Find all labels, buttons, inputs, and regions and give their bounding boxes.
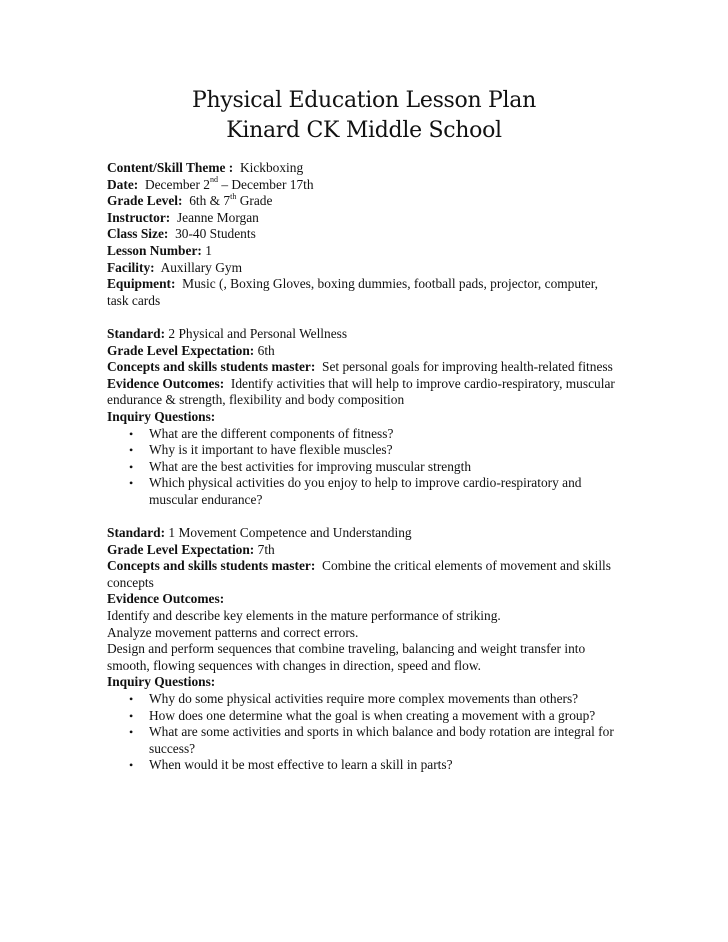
list-item-text: What are some activities and sports in which balance and body rotation are integral for success? [149, 724, 614, 756]
bullet-icon: • [129, 692, 134, 706]
evidence-outcomes-heading: Evidence Outcomes: [107, 591, 225, 607]
field-value: Identify activities that will help to improve cardio-respiratory, muscular endurance & strength, flexibility and body composition [107, 375, 615, 408]
standard [107, 326, 617, 343]
list-item [107, 475, 617, 508]
field-value: Combine the critical elements of movement and skills concepts [107, 558, 611, 590]
field-value: Kickboxing [239, 160, 304, 175]
evidence-outcome-line: Identify and describe key elements in the mature performance of striking. [107, 608, 501, 624]
inquiry-questions-heading: Inquiry Questions: [107, 408, 216, 424]
field-label: Class Size: [107, 226, 169, 242]
list-item [107, 724, 617, 757]
field-value: 30-40 Students [175, 226, 256, 242]
bullet-icon: • [129, 476, 134, 491]
field-label: Standard: [107, 525, 166, 541]
document-title [0, 86, 728, 146]
spacer [107, 309, 617, 326]
list-item-text: When would it be most effective to learn a skill in parts? [149, 757, 453, 773]
grade-level-expectation [107, 542, 617, 559]
list-item [107, 442, 617, 459]
field-value: 7th [257, 541, 275, 557]
standard-section-2 [107, 525, 617, 774]
list-item-text: How does one determine what the goal is when creating a movement with a group? [149, 707, 596, 723]
bullet-icon: • [129, 443, 134, 458]
bullet-icon: • [129, 426, 134, 441]
bullet-icon: • [129, 758, 134, 773]
list-item-text: Which physical activities do you enjoy to help to improve cardio-respiratory and muscular endurance? [149, 475, 582, 507]
field-value: Auxillary Gym [160, 259, 243, 275]
field-grade-level [107, 193, 617, 210]
field-value-cont: Grade [236, 193, 273, 209]
spacer [107, 508, 617, 525]
field-label: Grade Level: [107, 193, 183, 209]
field-label: Equipment: [107, 276, 176, 292]
title-line-2: Kinard CK Middle School [226, 118, 502, 143]
field-label: Instructor: [107, 209, 171, 225]
field-equipment [107, 276, 617, 309]
bullet-icon: • [129, 708, 134, 723]
field-value: Set personal goals for improving health-related fitness [322, 359, 613, 375]
field-lesson-number [107, 243, 617, 260]
field-label: Content/Skill Theme : [107, 160, 234, 175]
standard-section-1 [107, 326, 617, 509]
field-value: Music (, Boxing Gloves, boxing dummies, football pads, projector, computer, task cards [107, 276, 599, 308]
field-label: Evidence Outcomes: [107, 375, 225, 391]
evidence-outcome-line: Design and perform sequences that combine traveling, balancing and weight transfer into smooth, flowing sequences with changes in direction, speed and flow. [107, 641, 586, 673]
field-value: Jeanne Morgan [176, 209, 259, 225]
field-value: 1 [205, 242, 212, 258]
evidence-outcomes [107, 376, 617, 409]
ordinal-suffix: nd [210, 175, 218, 185]
field-label: Lesson Number: [107, 242, 202, 258]
field-label: Grade Level Expectation: [107, 342, 255, 358]
field-value: 6th & 7 [189, 193, 231, 209]
field-facility [107, 260, 617, 277]
list-item [107, 426, 617, 443]
field-class-size [107, 226, 617, 243]
inquiry-questions-list [107, 691, 617, 774]
field-value: 2 Physical and Personal Wellness [168, 325, 348, 341]
list-item-text: What are the best activities for improving muscular strength [149, 458, 472, 474]
field-label: Standard: [107, 325, 166, 341]
header-fields [107, 160, 617, 309]
list-item-text: Why do some physical activities require more complex movements than others? [149, 691, 579, 706]
bullet-icon: • [129, 459, 134, 474]
grade-level-expectation [107, 343, 617, 360]
inquiry-questions-heading: Inquiry Questions: [107, 674, 216, 690]
list-item-text: Why is it important to have flexible muscles? [149, 442, 393, 458]
list-item [107, 691, 617, 708]
concepts-skills [107, 359, 617, 376]
inquiry-questions-list [107, 426, 617, 509]
list-item [107, 459, 617, 476]
list-item-text: What are the different components of fitness? [149, 425, 394, 441]
field-value: 6th [257, 342, 275, 358]
field-date [107, 177, 617, 194]
field-instructor [107, 210, 617, 227]
field-value: 1 Movement Competence and Understanding [168, 525, 412, 541]
standard [107, 525, 617, 542]
document-body [107, 160, 617, 774]
field-label: Concepts and skills students master: [107, 359, 316, 375]
field-value: December 2 [144, 176, 210, 192]
field-label: Concepts and skills students master: [107, 558, 316, 574]
list-item [107, 708, 617, 725]
field-label: Date: [107, 176, 139, 192]
evidence-outcome-line: Analyze movement patterns and correct errors. [107, 624, 359, 640]
field-label: Facility: [107, 259, 155, 275]
field-content-skill-theme [107, 160, 617, 177]
field-label: Grade Level Expectation: [107, 541, 255, 557]
ordinal-suffix: th [230, 191, 237, 201]
title-line-1: Physical Education Lesson Plan [192, 88, 536, 113]
field-value-cont: – December 17th [218, 176, 314, 192]
bullet-icon: • [129, 725, 134, 740]
list-item [107, 757, 617, 774]
concepts-skills [107, 558, 617, 591]
